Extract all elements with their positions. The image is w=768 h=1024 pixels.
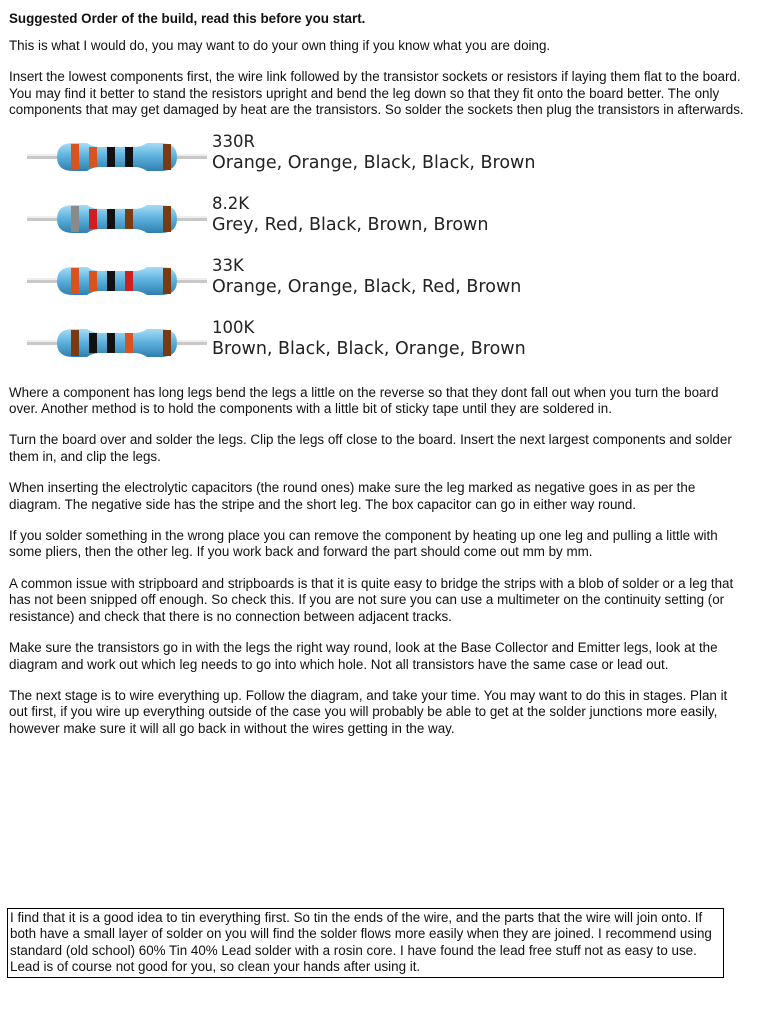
resistor-band (71, 206, 79, 232)
resistor-row (9, 255, 609, 303)
document-title: Suggested Order of the build, read this before you start. (9, 11, 366, 26)
resistor-band (163, 330, 171, 356)
resistor-list (9, 131, 744, 371)
resistor-band (89, 271, 97, 291)
paragraph-stripboard: A common issue with stripboard and stripboards is that it is quite easy to bridge the strips with a blob of solder or a leg that has not been snipped off enough. So check this. If you are not sure you can use a multimeter on the continuity setting (or resistance) and check that there is no connection between adjacent tracks. (9, 575, 734, 624)
resistor-band (107, 147, 115, 167)
resistor-band (163, 206, 171, 232)
resistor-band (89, 209, 97, 229)
resistor-band (107, 209, 115, 229)
paragraph-solder-legs: Turn the board over and solder the legs. Clip the legs off close to the board. Insert the next largest components and solder them in, and clip the legs. (9, 432, 732, 464)
resistor-bands: Orange, Orange, Black, Black, Brown (212, 152, 536, 173)
resistor-band (125, 209, 133, 229)
tinning-tip-text: I find that it is a good idea to tin everything first. So tin the ends of the wire, and the parts that the wire will join onto. If both have a small layer of solder on you will find the solder flows more easily when they are joined. I recommend using standard (old school) 60% Tin 40% Lead solder with a rosin core. I have found the lead free stuff not as easy to use. Lead is of course not good for you, so clean your hands after using it. (10, 910, 712, 975)
resistor-band (125, 271, 133, 291)
paragraph-capacitors: When inserting the electrolytic capacitors (the round ones) make sure the leg marked as negative goes in as per the diagram. The negative side has the stripe and the short leg. The box capacitor can go in either way round. (9, 480, 696, 512)
resistor-band (107, 271, 115, 291)
document (9, 11, 744, 737)
resistor-image (27, 261, 207, 301)
resistor-band (89, 333, 97, 353)
resistor-bands: Brown, Black, Black, Orange, Brown (212, 338, 526, 359)
resistor-band (125, 333, 133, 353)
resistor-band (125, 147, 133, 167)
resistor-band (71, 330, 79, 356)
resistor-band (71, 268, 79, 294)
resistor-image (27, 199, 207, 239)
tinning-tip-box (7, 908, 724, 978)
paragraph-remove-component: If you solder something in the wrong place you can remove the component by heating up one leg and pulling a little with some pliers, then the other leg. If you work back and forward the part should come out mm by mm. (9, 528, 718, 560)
resistor-band (163, 144, 171, 170)
paragraph-long-legs: Where a component has long legs bend the legs a little on the reverse so that they dont fall out when you turn the board over. Another method is to hold the components with a little bit of sticky tape until they are soldered in. (9, 384, 719, 417)
resistor-row (9, 131, 609, 179)
resistor-row (9, 317, 609, 365)
resistor-band (89, 147, 97, 167)
paragraph-wiring: The next stage is to wire everything up. Follow the diagram, and take your time. You may want to do this in stages. Plan it out first, if you wire up everything outside of the case you will probably be able to get at the solder junctions more easily, however make sure it will all go back in without the wires getting in the way. (9, 687, 728, 736)
resistor-bands: Orange, Orange, Black, Red, Brown (212, 276, 522, 297)
resistor-image (27, 323, 207, 363)
resistor-value: 33K (212, 255, 244, 275)
resistor-value: 8.2K (212, 193, 250, 213)
resistor-value: 330R (212, 131, 255, 151)
resistor-band (107, 333, 115, 353)
resistor-image (27, 137, 207, 177)
paragraph-lowest-components: Insert the lowest components first, the wire link followed by the transistor sockets or resistors if laying them flat to the board. You may find it better to stand the resistors upright and bend the leg down so that they fit onto the board better. The only components that may get damaged by heat are the transistors. So solder the sockets then plug the transistors in afterwards. (9, 69, 744, 118)
resistor-bands: Grey, Red, Black, Brown, Brown (212, 214, 489, 235)
resistor-value: 100K (212, 317, 255, 337)
resistor-band (71, 144, 79, 170)
paragraph-transistors: Make sure the transistors go in with the legs the right way round, look at the Base Collector and Emitter legs, look at the diagram and work out which leg needs to go into which hole. Not all transistors have the same case or lead out. (9, 640, 718, 672)
resistor-band (163, 268, 171, 294)
intro-paragraph: This is what I would do, you may want to do your own thing if you know what you are doing. (9, 38, 551, 53)
resistor-row (9, 193, 609, 241)
